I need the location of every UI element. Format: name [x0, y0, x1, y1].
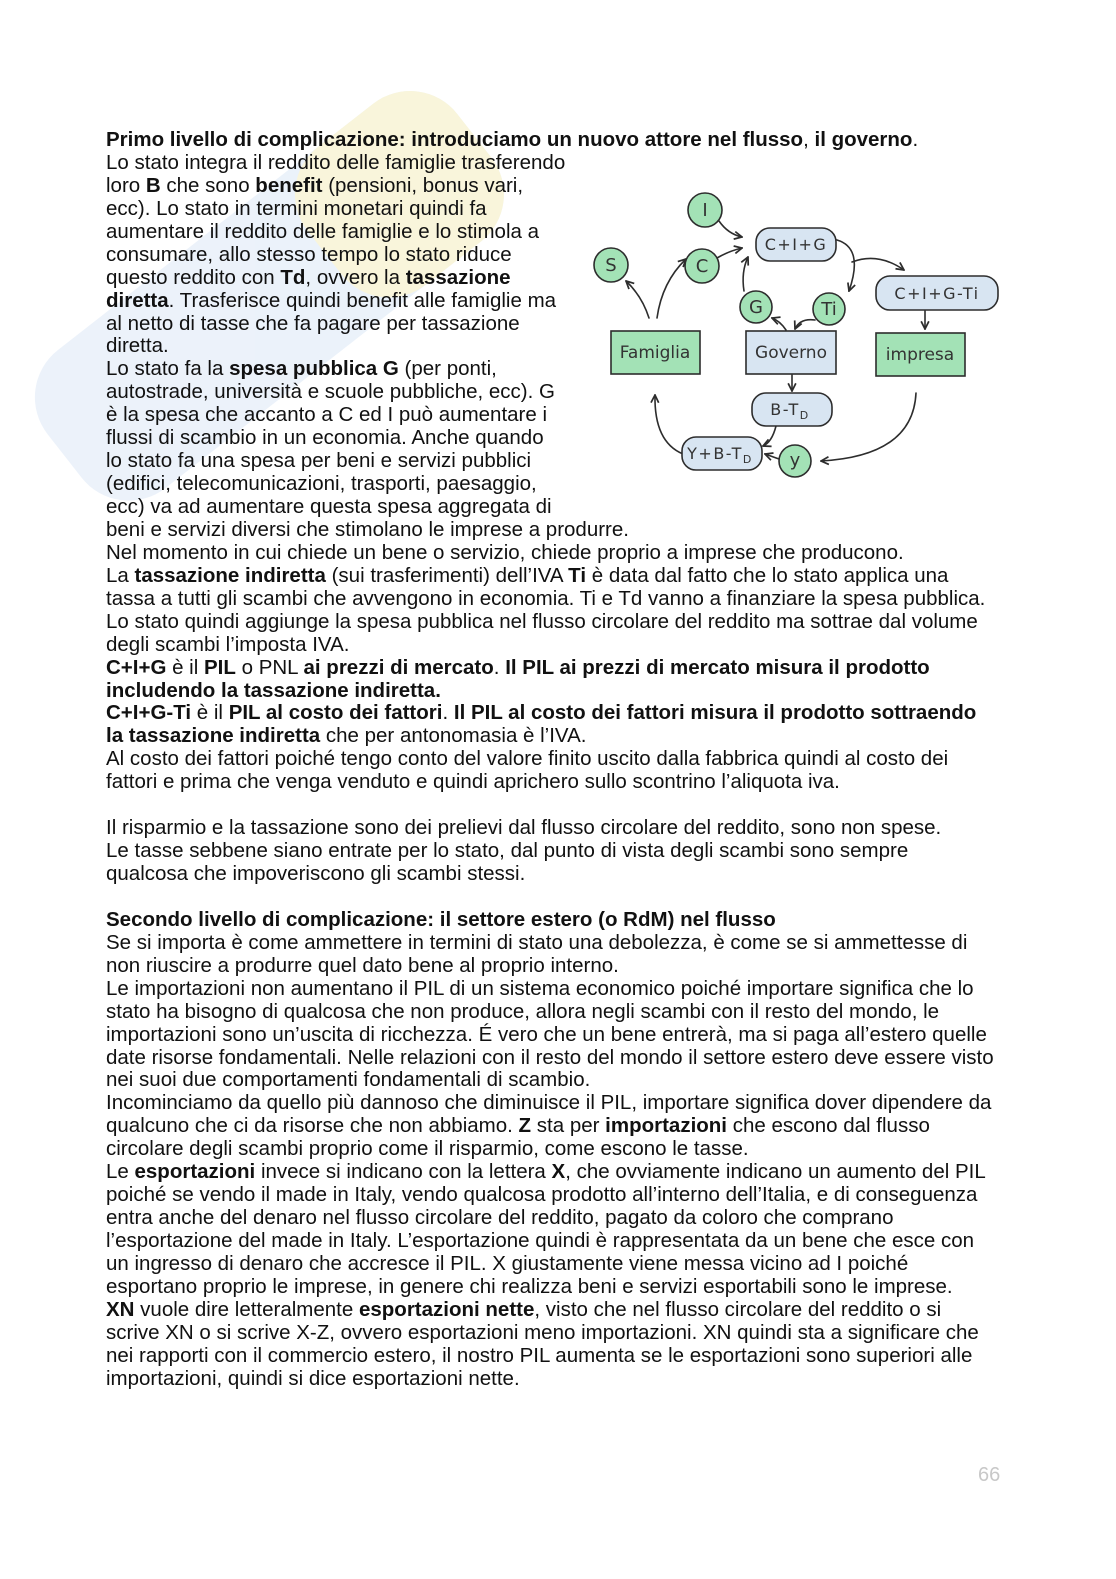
bold-text: Primo livello di complicazione: introduciamo un nuovo attore nel flusso	[106, 128, 804, 151]
arrow-ti-to-governo	[795, 320, 815, 329]
text-line	[106, 1299, 994, 1322]
text-segment: o PNL	[235, 655, 304, 679]
text-line	[106, 1092, 994, 1115]
text-segment: .	[912, 128, 919, 151]
bold-text: X	[551, 1160, 566, 1184]
sector-impresa-label: impresa	[885, 345, 955, 365]
arrow-cig-to-ti	[837, 240, 854, 291]
text-segment: importazioni sono un’uscita di ricchezza. É vero che un bene entrerà, ma si paga all’estero quelle	[106, 1022, 987, 1046]
document-section	[106, 909, 994, 1391]
flow-ybtd-main: Y+B-T	[687, 444, 743, 463]
text-segment: è data dal fatto che lo stato applica una	[586, 563, 949, 587]
text-segment: Al costo dei fattori poiché tengo conto del valore finito uscito dalla fabbrica quindi al costo dei	[106, 747, 949, 771]
arrow-c-to-cig	[717, 248, 742, 258]
text-segment: vuole dire letteralmente	[134, 1297, 359, 1321]
bold-text: XN	[106, 1297, 135, 1321]
text-segment: aumentare il reddito delle famiglie e lo stimola a	[106, 219, 540, 243]
text-segment: poiché se vendo il made in Italy, vendo qualcosa prodotto all’interno dell’Italia, e di conseguenza	[106, 1183, 978, 1207]
text-line	[106, 1230, 994, 1253]
text-segment: lo stato fa una spesa per beni e servizi pubblici	[106, 449, 532, 473]
node-s	[594, 248, 628, 282]
text-line	[106, 771, 994, 794]
bold-text: tassazione indiretta	[134, 563, 326, 587]
bold-text: includendo la tassazione indiretta.	[106, 678, 441, 702]
bold-text: C+I+G-Ti	[106, 701, 192, 725]
document-section	[106, 817, 994, 886]
text-line	[106, 1024, 994, 1047]
node-y	[779, 445, 811, 477]
node-g	[740, 291, 772, 323]
text-segment: consumare, allo stesso tempo lo stato riduce	[106, 242, 512, 266]
text-line	[106, 863, 994, 886]
text-line	[106, 1138, 994, 1161]
bold-text: importazioni	[605, 1114, 727, 1138]
text-line	[106, 955, 994, 978]
flow-btd-sub: D	[799, 409, 810, 422]
text-line	[106, 611, 994, 634]
text-segment: , ovvero la	[305, 265, 406, 289]
arrow-impresa-to-y	[821, 393, 916, 461]
text-line	[106, 748, 994, 771]
node-s-label: S	[605, 255, 617, 276]
text-segment: (edifici, telecomunicazioni, trasporti, paesaggio,	[106, 472, 537, 496]
text-line	[106, 1161, 994, 1184]
text-segment: beni e servizi diversi che stimolano le imprese a produrre.	[106, 517, 629, 541]
text-segment: (sui trasferimenti) dell’IVA	[325, 563, 569, 587]
text-segment: non riuscire a produrre quel dato bene al proprio interno.	[106, 953, 619, 977]
text-segment: qualcosa che impoveriscono gli scambi stessi.	[106, 862, 526, 885]
text-line	[106, 565, 994, 588]
flow-btd-main: B-T	[770, 400, 800, 419]
bold-text: tassazione	[405, 265, 511, 289]
bold-text: C+I+G	[106, 655, 167, 679]
sector-famiglia-label: Famiglia	[619, 343, 691, 363]
text-line	[106, 932, 994, 955]
text-segment: qualcuno che ci da risorse che non abbiamo.	[106, 1114, 519, 1138]
flow-cigti	[876, 276, 998, 310]
text-segment: Lo stato fa la	[106, 357, 230, 381]
text-line	[106, 657, 994, 680]
text-segment: loro	[106, 173, 146, 197]
text-segment: è la spesa che accanto a C ed I può aumentare i	[106, 403, 548, 427]
text-segment: (per ponti,	[398, 357, 497, 381]
text-segment: Lo stato integra il reddito delle famiglie trasferendo	[106, 150, 566, 174]
text-line	[106, 1322, 994, 1345]
text-line	[106, 680, 994, 703]
sector-governo	[746, 331, 836, 374]
arrow-i-to-cig	[719, 221, 742, 237]
arrow-governo-to-g	[772, 318, 786, 330]
arrow-y-to-ybtd	[765, 454, 779, 459]
text-segment: , visto che nel flusso circolare del reddito o si	[534, 1297, 942, 1321]
text-line	[106, 1069, 994, 1092]
circular-flow-diagram	[585, 185, 1010, 485]
node-i	[688, 193, 722, 227]
text-segment: flussi di scambio in un economia. Anche quando	[106, 426, 544, 450]
arrow-famiglia-to-c	[657, 259, 686, 318]
text-segment: Nel momento in cui chiede un bene o servizio, chiede proprio a imprese che producono.	[106, 540, 904, 564]
arrow-to-cigti	[852, 258, 904, 270]
text-line	[106, 1276, 994, 1299]
flow-cig	[756, 228, 836, 261]
text-line	[106, 1184, 994, 1207]
text-line	[106, 978, 994, 1001]
bold-text: PIL	[204, 655, 236, 679]
text-segment: esportano proprio le imprese, in genere chi realizza beni e servizi esportabili sono le imprese.	[106, 1274, 953, 1298]
node-c	[685, 249, 719, 283]
node-c-label: C	[695, 256, 709, 277]
text-line	[106, 817, 994, 840]
section-heading	[106, 909, 994, 932]
text-segment: nei suoi due comportamenti fondamentali di scambio.	[106, 1068, 591, 1092]
text-segment: date risorse fondamentali. Nelle relazioni con il resto del mondo il settore estero deve essere visto	[106, 1045, 994, 1069]
text-line	[106, 1368, 994, 1391]
page-number: 66	[978, 1464, 1001, 1486]
bold-text: esportazioni	[134, 1160, 256, 1184]
text-line	[106, 634, 994, 657]
bold-text: esportazioni nette	[358, 1297, 535, 1321]
bold-text: Z	[518, 1114, 532, 1138]
bold-text: Il PIL al costo dei fattori misura il prodotto sottraendo	[453, 701, 977, 725]
text-line	[106, 1253, 994, 1276]
arrow-g-to-cig	[743, 257, 748, 291]
text-line	[106, 496, 994, 519]
text-segment: autostrade, università e scuole pubbliche, ecc). G	[106, 380, 555, 404]
bold-text: benefit	[255, 173, 323, 197]
text-segment: ,	[803, 128, 815, 151]
bold-text: il governo	[814, 128, 913, 151]
text-line	[106, 1345, 994, 1368]
text-segment: degli scambi l’imposta IVA.	[106, 632, 350, 656]
text-line	[106, 1001, 994, 1024]
text-segment: importazioni, quindi si dice esportazioni nette.	[106, 1366, 520, 1390]
text-segment: Incominciamo da quello più dannoso che diminuisce il PIL, importare significa dover dipendere da	[106, 1091, 992, 1115]
bold-text: Secondo livello di complicazione: il settore estero (o RdM) nel flusso	[106, 907, 776, 931]
text-line	[106, 1047, 994, 1070]
arrow-famiglia-to-s	[626, 281, 649, 318]
text-segment: al netto di tasse che fa pagare per tassazione	[106, 311, 520, 335]
node-i-label: I	[702, 200, 708, 221]
text-segment: Lo stato quindi aggiunge la spesa pubblica nel flusso circolare del reddito ma sottrae dal volume	[106, 609, 978, 633]
node-g-label: G	[749, 297, 763, 318]
text-segment: Le importazioni non aumentano il PIL di un sistema economico poiché importare significa che lo	[106, 976, 974, 1000]
text-segment: è il	[166, 655, 204, 679]
text-line	[106, 152, 994, 175]
text-segment: ecc). Lo stato in termini monetari quindi fa	[106, 196, 487, 220]
bold-text: ai prezzi di mercato	[303, 655, 494, 679]
bold-text: Td	[280, 265, 306, 289]
text-segment: Le tasse sebbene siano entrate per lo stato, dal punto di vista degli scambi sono sempre	[106, 839, 909, 863]
text-segment: che sono	[160, 173, 256, 197]
text-line	[106, 840, 994, 863]
text-segment: stato ha bisogno di qualcosa che non produce, allora negli scambi con il resto del mondo, le	[106, 999, 940, 1023]
node-ti-label: Ti	[821, 299, 837, 320]
flow-cigti-label: C+I+G-Ti	[894, 284, 980, 303]
text-segment: circolare degli scambi proprio come il risparmio, come escono le tasse.	[106, 1137, 749, 1161]
text-segment: ecc) va ad aumentare questa spesa aggregata di	[106, 495, 552, 518]
text-segment: fattori e prima che venga venduto e quindi aprichero sullo scontrino l’aliquota iva.	[106, 770, 840, 794]
text-segment: Il risparmio e la tassazione sono dei prelievi dal flusso circolare del reddito, sono non spese.	[106, 816, 942, 840]
bold-text: diretta	[106, 288, 169, 312]
text-segment: diretta.	[106, 334, 169, 358]
bold-text: spesa pubblica G	[229, 357, 399, 381]
flow-ybtd-sub: D	[742, 453, 753, 466]
section-heading	[106, 129, 994, 152]
text-segment: entra anche del denaro nel flusso circolare del reddito, pagato da coloro che comprano	[106, 1206, 894, 1230]
text-line	[106, 542, 994, 565]
text-line	[106, 702, 994, 725]
text-segment: . Trasferisce quindi benefit alle famiglie ma	[168, 288, 557, 312]
flow-ybtd-label	[686, 444, 753, 466]
text-segment: l’esportazione del made in Italy. L’esportazione quindi è rappresentata da un bene che esce con	[106, 1229, 975, 1252]
sector-governo-label: Governo	[755, 343, 827, 363]
flow-cig-label: C+I+G	[764, 235, 828, 254]
text-segment: è il	[191, 701, 229, 725]
bold-text: la tassazione indiretta	[106, 724, 321, 748]
node-y-label: y	[789, 450, 801, 471]
text-segment: questo reddito con	[106, 265, 281, 289]
text-segment: , che ovviamente indicano un aumento del PIL	[565, 1160, 986, 1184]
sector-impresa	[876, 333, 965, 376]
text-segment: un ingresso di denaro che accresce il PIL. X giustamente viene messa vicino ad I poiché	[106, 1251, 909, 1275]
text-line	[106, 588, 994, 611]
flow-btd	[752, 393, 832, 426]
text-segment: nei rapporti con il commercio estero, il nostro PIL aumenta se le esportazioni sono superiori alle	[106, 1343, 973, 1367]
text-segment: .	[442, 701, 454, 725]
flow-ybtd	[682, 437, 762, 470]
bold-text: Il PIL ai prezzi di mercato misura il prodotto	[505, 655, 930, 679]
text-segment: sta per	[531, 1114, 606, 1138]
text-segment: che escono dal flusso	[727, 1114, 930, 1138]
node-ti	[813, 293, 845, 325]
text-segment: invece si indicano con la lettera	[255, 1160, 552, 1184]
text-line	[106, 725, 994, 748]
text-line	[106, 1115, 994, 1138]
text-line	[106, 1207, 994, 1230]
text-segment: Le	[106, 1160, 135, 1184]
bold-text: PIL al costo dei fattori	[228, 701, 443, 725]
text-segment: scrive XN o si scrive X-Z, ovvero esportazioni meno importazioni. XN quindi sta a significare che	[106, 1320, 979, 1344]
sector-famiglia	[611, 331, 700, 374]
arrow-btd-to-ybtd	[763, 426, 776, 446]
text-line	[106, 519, 994, 542]
text-segment: tassa a tutti gli scambi che avvengono in economia. Ti e Td vanno a finanziare la spesa pubblica.	[106, 586, 986, 610]
text-segment: che per antonomasia è l’IVA.	[320, 724, 587, 748]
text-segment: .	[493, 655, 506, 679]
text-segment: La	[106, 563, 135, 587]
text-segment: (pensioni, bonus vari,	[322, 173, 524, 197]
arrow-ybtd-to-famiglia	[655, 395, 683, 454]
bold-text: Ti	[568, 563, 587, 587]
text-segment: Se si importa è come ammettere in termini di stato una debolezza, è come se si ammettesse di	[106, 930, 968, 954]
bold-text: B	[145, 173, 161, 197]
